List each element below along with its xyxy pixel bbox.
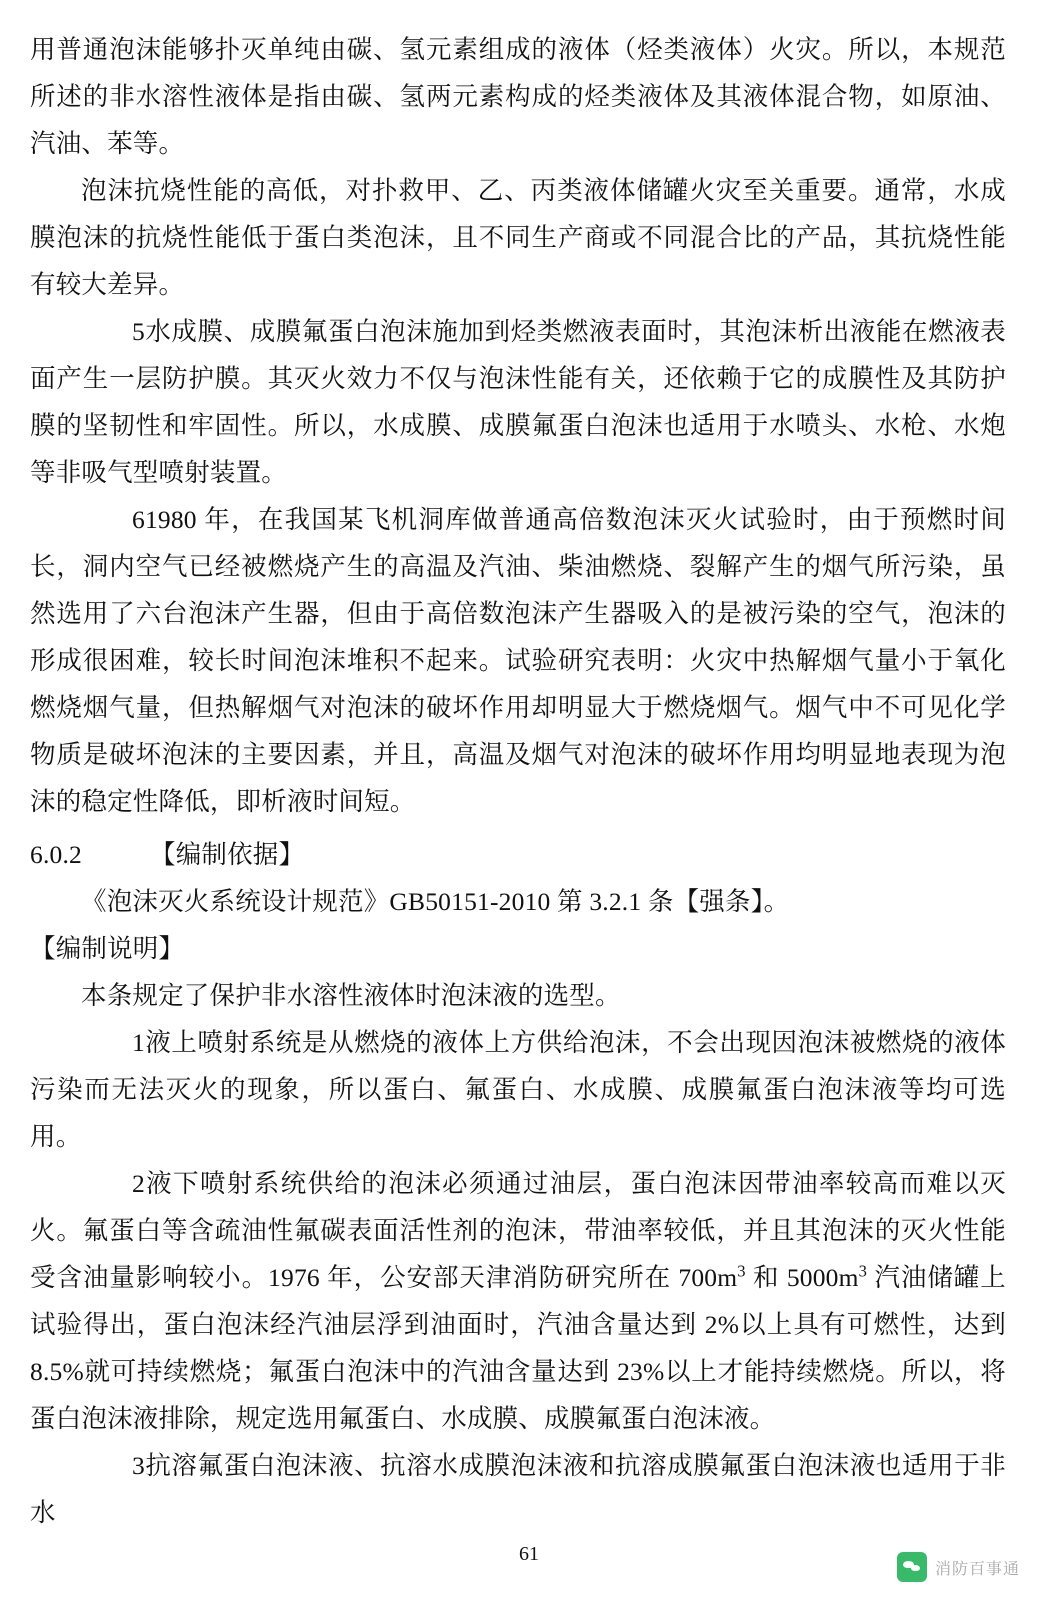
clause-number: 6.0.2	[30, 840, 82, 869]
clause-heading	[30, 831, 1006, 878]
item-number-5: 5	[132, 317, 145, 346]
paragraph-item-6	[30, 496, 1006, 825]
clause-note-title: 【编制说明】	[30, 934, 185, 963]
paragraph-item-5	[30, 308, 1006, 496]
note-paragraph-intro: 本条规定了保护非水溶性液体时泡沫液的选型。	[81, 981, 621, 1010]
item-5-text: 水成膜、成膜氟蛋白泡沫施加到烃类燃液表面时，其泡沫析出液能在燃液表面产生一层防护膜。其灭火效力不仅与泡沫性能有关，还依赖于它的成膜性及其防护膜的坚韧性和牢固性。所以，水成膜、成膜氟蛋白泡沫也适用于水喷头、水枪、水炮等非吸气型喷射装置。	[30, 317, 1006, 487]
note-item-3	[30, 1442, 1006, 1536]
note-item-2-text: 液下喷射系统供给的泡沫必须通过油层，蛋白泡沫因带油率较高而难以灭火。氟蛋白等含疏油性氟碳表面活性剂的泡沫，带油率较低，并且其泡沫的灭火性能受含油量影响较小。1976 年，公安部天津消防研究所在 $700m^3$ 和 $5000m^3$ 汽油储罐上试验得出，蛋白泡沫经汽油层浮到油面时，汽油含量达到 2%以上具有可燃性，达到 8.5%就可持续燃烧；氟蛋白泡沫中的汽油含量达到 23%以上才能持续燃烧。所以，将蛋白泡沫液排除，规定选用氟蛋白、水成膜、成膜氟蛋白泡沫液。	[30, 1169, 1006, 1433]
note-item-number-3: 3	[132, 1451, 145, 1480]
page-number: 61	[519, 1543, 539, 1565]
item-6-text: 1980 年，在我国某飞机洞库做普通高倍数泡沫灭火试验时，由于预燃时间长，洞内空气已经被燃烧产生的高温及汽油、柴油燃烧、裂解产生的烟气所污染，虽然选用了六台泡沫产生器，但由于高倍数泡沫产生器吸入的是被污染的空气，泡沫的形成很困难，较长时间泡沫堆积不起来。试验研究表明：火灾中热解烟气量小于氧化燃烧烟气量，但热解烟气对泡沫的破坏作用却明显大于燃烧烟气。烟气中不可见化学物质是破坏泡沫的主要因素，并且，高温及烟气对泡沫的破坏作用均明显地表现为泡沫的稳定性降低，即析液时间短。	[30, 505, 1006, 816]
note-item-2	[30, 1160, 1006, 1442]
document-body	[30, 26, 1006, 1536]
note-item-number-1: 1	[132, 1028, 145, 1057]
note-item-1-text: 液上喷射系统是从燃烧的液体上方供给泡沫，不会出现因泡沫被燃烧的液体污染而无法灭火的现象，所以蛋白、氟蛋白、水成膜、成膜氟蛋白泡沫液等均可选用。	[30, 1028, 1006, 1151]
paragraph-foam-resistance: 泡沫抗烧性能的高低，对扑救甲、乙、丙类液体储罐火灾至关重要。通常，水成膜泡沫的抗烧性能低于蛋白类泡沫，且不同生产商或不同混合比的产品，其抗烧性能有较大差异。	[30, 176, 1006, 299]
paragraph-intro: 用普通泡沫能够扑灭单纯由碳、氢元素组成的液体（烃类液体）火灾。所以，本规范所述的非水溶性液体是指由碳、氢两元素构成的烃类液体及其液体混合物，如原油、汽油、苯等。	[30, 35, 1006, 158]
clause-reference: 《泡沫灭火系统设计规范》GB50151-2010 第 3.2.1 条【强条】。	[81, 887, 790, 916]
note-item-number-2: 2	[132, 1169, 145, 1198]
item-number-6: 6	[132, 505, 145, 534]
watermark-label: 消防百事通	[934, 1560, 1020, 1578]
watermark	[897, 1552, 1020, 1582]
note-item-1	[30, 1019, 1006, 1160]
clause-title: 【编制依据】	[150, 840, 305, 869]
wechat-logo-icon	[897, 1552, 927, 1582]
note-item-3-text: 抗溶氟蛋白泡沫液、抗溶水成膜泡沫液和抗溶成膜氟蛋白泡沫液也适用于非水	[30, 1451, 1006, 1527]
